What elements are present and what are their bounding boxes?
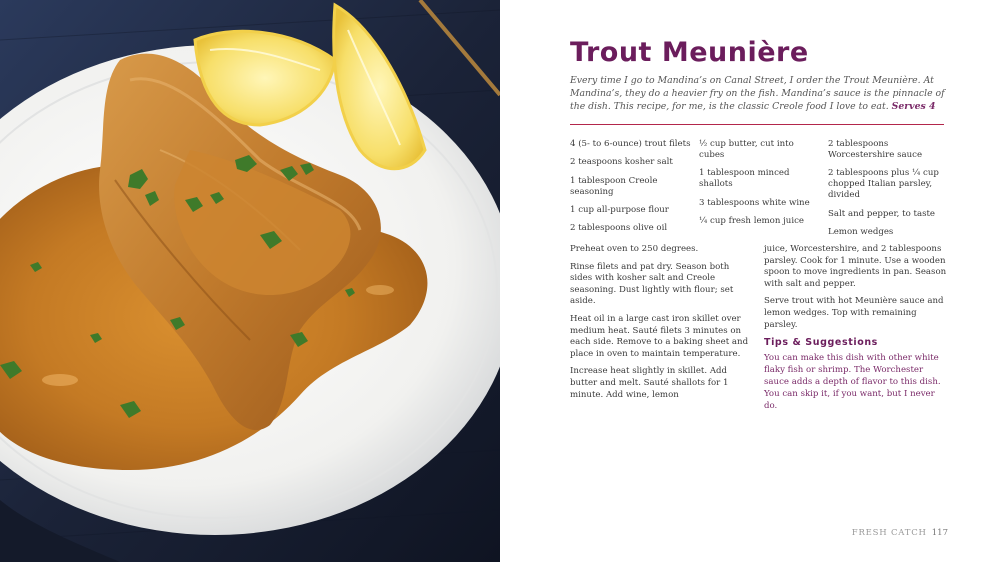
divider-rule: [570, 124, 944, 125]
ingredient-item: 4 (5- to 6-ounce) trout filets: [570, 139, 691, 149]
page-footer: [852, 528, 948, 538]
instruction-step: juice, Worcestershire, and 2 tablespoons parsley. Cook for 1 minute. Use a wooden spoon to move ingredients in pan. Season with salt and pepper.: [764, 244, 947, 289]
ingredient-item: 2 teaspoons kosher salt: [570, 157, 673, 168]
section-name: FRESH CATCH: [851, 528, 927, 538]
serves-count: Serves 4: [891, 101, 936, 112]
instructions-column-2: [764, 244, 948, 412]
ingredients-column-2: [699, 139, 821, 234]
ingredient-item: 1 tablespoon minced shallots: [699, 168, 790, 190]
ingredient-item: Lemon wedges: [828, 226, 894, 237]
ingredient-item: 2 tablespoons plus ¼ cup chopped Italian parsley, divided: [828, 168, 939, 201]
tips-heading: Tips & Suggestions: [764, 337, 878, 349]
instruction-step: Serve trout with hot Meunière sauce and lemon wedges. Top with remaining parsley.: [764, 296, 944, 330]
instruction-step: Increase heat slightly in skillet. Add butter and melt. Sauté shallots for 1 minute. Add wine, lemon: [570, 366, 729, 400]
recipe-page: [500, 0, 1000, 562]
instruction-step: Rinse filets and pat dry. Season both sides with kosher salt and Creole seasoning. Dust lightly with flour; set aside.: [570, 261, 734, 307]
ingredient-item: ¼ cup fresh lemon juice: [699, 215, 804, 226]
ingredient-item: 1 cup all-purpose flour: [570, 204, 669, 215]
ingredients-column-3: [828, 139, 950, 245]
ingredient-item: 3 tablespoons white wine: [699, 197, 810, 208]
instructions-column-1: [570, 244, 754, 407]
ingredient-item: 1 tablespoon Creole seasoning: [570, 175, 658, 197]
intro-text: Every time I go to Mandina’s on Canal Street, I order the Trout Meunière. At Mandina’s, they do a heavier fry on the fish. Mandina’s sauce is the pinnacle of the dish. This recipe, for me, is the classic Creole food I love to eat.: [570, 75, 945, 112]
page-number: 117: [931, 528, 948, 538]
recipe-title: Trout Meunière: [570, 37, 809, 68]
instruction-step: Preheat oven to 250 degrees.: [570, 244, 699, 254]
ingredient-item: ½ cup butter, cut into cubes: [699, 139, 794, 160]
ingredient-item: 2 tablespoons Worcestershire sauce: [828, 139, 923, 160]
recipe-intro: [570, 74, 946, 113]
ingredient-item: Salt and pepper, to taste: [828, 208, 936, 219]
instruction-step: Heat oil in a large cast iron skillet over medium heat. Sauté filets 3 minutes on each side. Remove to a baking sheet and place in oven to maintain temperature.: [570, 313, 749, 359]
tips-body: You can make this dish with other white flaky fish or shrimp. The Worchester sauce adds a depth of flavor to this dish. You can skip it, if you want, but I never do.: [764, 352, 941, 411]
ingredients-column-1: [570, 139, 692, 241]
ingredient-item: 2 tablespoons olive oil: [570, 223, 668, 234]
